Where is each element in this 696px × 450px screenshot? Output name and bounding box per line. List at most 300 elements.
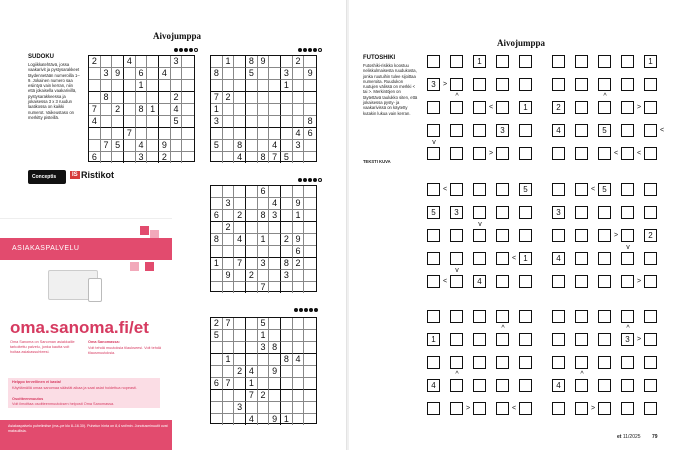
sudoku-cell[interactable] bbox=[246, 330, 258, 342]
sudoku-cell[interactable] bbox=[223, 282, 235, 293]
sudoku-cell[interactable]: 8 bbox=[101, 92, 113, 104]
futoshiki-cell[interactable] bbox=[450, 147, 463, 160]
sudoku-cell[interactable] bbox=[124, 68, 136, 80]
futoshiki-cell[interactable] bbox=[575, 206, 588, 219]
sudoku-cell[interactable]: 9 bbox=[223, 270, 235, 282]
sudoku-cell[interactable] bbox=[258, 68, 270, 80]
futoshiki-cell[interactable]: 5 bbox=[519, 183, 532, 196]
futoshiki-cell[interactable] bbox=[450, 356, 463, 369]
sudoku-cell[interactable] bbox=[89, 140, 101, 152]
sudoku-cell[interactable] bbox=[89, 68, 101, 80]
sudoku-cell[interactable] bbox=[269, 116, 281, 128]
sudoku-cell[interactable] bbox=[101, 80, 113, 92]
sudoku-cell[interactable] bbox=[101, 128, 113, 140]
futoshiki-cell[interactable] bbox=[644, 275, 657, 288]
sudoku-cell[interactable]: 4 bbox=[171, 104, 183, 116]
futoshiki-cell[interactable] bbox=[496, 206, 509, 219]
sudoku-cell[interactable] bbox=[234, 198, 246, 210]
sudoku-cell[interactable] bbox=[304, 366, 316, 378]
futoshiki-cell[interactable] bbox=[427, 147, 440, 160]
sudoku-cell[interactable] bbox=[258, 198, 270, 210]
sudoku-cell[interactable] bbox=[246, 234, 258, 246]
sudoku-cell[interactable]: 6 bbox=[211, 210, 223, 222]
sudoku-cell[interactable] bbox=[147, 128, 159, 140]
sudoku-cell[interactable] bbox=[101, 152, 113, 163]
futoshiki-cell[interactable] bbox=[519, 147, 532, 160]
futoshiki-cell[interactable] bbox=[644, 252, 657, 265]
sudoku-cell[interactable] bbox=[304, 270, 316, 282]
sudoku-cell[interactable] bbox=[124, 152, 136, 163]
futoshiki-cell[interactable] bbox=[575, 356, 588, 369]
sudoku-cell[interactable]: 8 bbox=[211, 234, 223, 246]
futoshiki-cell[interactable]: 2 bbox=[644, 229, 657, 242]
futoshiki-cell[interactable] bbox=[496, 333, 509, 346]
futoshiki-cell[interactable] bbox=[575, 333, 588, 346]
sudoku-cell[interactable] bbox=[269, 68, 281, 80]
sudoku-cell[interactable] bbox=[269, 402, 281, 414]
sudoku-cell[interactable] bbox=[281, 282, 293, 293]
futoshiki-cell[interactable] bbox=[427, 356, 440, 369]
sudoku-cell[interactable] bbox=[269, 56, 281, 68]
sudoku-cell[interactable]: 8 bbox=[234, 140, 246, 152]
sudoku-cell[interactable] bbox=[281, 330, 293, 342]
sudoku-cell[interactable]: 9 bbox=[293, 234, 305, 246]
sudoku-cell[interactable] bbox=[281, 92, 293, 104]
futoshiki-cell[interactable] bbox=[575, 310, 588, 323]
futoshiki-cell[interactable] bbox=[552, 356, 565, 369]
futoshiki-cell[interactable] bbox=[450, 55, 463, 68]
futoshiki-cell[interactable] bbox=[621, 252, 634, 265]
futoshiki-cell[interactable] bbox=[496, 275, 509, 288]
futoshiki-cell[interactable] bbox=[519, 78, 532, 91]
futoshiki-cell[interactable] bbox=[427, 124, 440, 137]
futoshiki-cell[interactable] bbox=[450, 101, 463, 114]
sudoku-cell[interactable] bbox=[281, 366, 293, 378]
sudoku-cell[interactable]: 3 bbox=[136, 152, 148, 163]
sudoku-cell[interactable] bbox=[101, 56, 113, 68]
sudoku-cell[interactable] bbox=[304, 378, 316, 390]
sudoku-cell[interactable] bbox=[223, 68, 235, 80]
sudoku-cell[interactable] bbox=[223, 258, 235, 270]
sudoku-cell[interactable] bbox=[246, 198, 258, 210]
sudoku-cell[interactable]: 4 bbox=[293, 128, 305, 140]
sudoku-cell[interactable] bbox=[89, 128, 101, 140]
sudoku-cell[interactable] bbox=[234, 246, 246, 258]
sudoku-cell[interactable] bbox=[234, 282, 246, 293]
sudoku-cell[interactable] bbox=[211, 198, 223, 210]
futoshiki-cell[interactable] bbox=[598, 78, 611, 91]
futoshiki-cell[interactable]: 1 bbox=[644, 55, 657, 68]
sudoku-cell[interactable] bbox=[258, 366, 270, 378]
sudoku-cell[interactable]: 5 bbox=[211, 140, 223, 152]
futoshiki-cell[interactable] bbox=[621, 183, 634, 196]
futoshiki-cell[interactable] bbox=[519, 356, 532, 369]
sudoku-cell[interactable]: 8 bbox=[269, 342, 281, 354]
sudoku-cell[interactable] bbox=[293, 402, 305, 414]
sudoku-cell[interactable] bbox=[211, 152, 223, 163]
sudoku-cell[interactable] bbox=[89, 80, 101, 92]
sudoku-cell[interactable] bbox=[182, 68, 194, 80]
sudoku-cell[interactable]: 4 bbox=[234, 152, 246, 163]
sudoku-cell[interactable] bbox=[304, 92, 316, 104]
futoshiki-cell[interactable] bbox=[598, 310, 611, 323]
futoshiki-cell[interactable] bbox=[644, 402, 657, 415]
sudoku-cell[interactable] bbox=[223, 342, 235, 354]
sudoku-cell[interactable]: 2 bbox=[293, 56, 305, 68]
sudoku-cell[interactable] bbox=[246, 210, 258, 222]
sudoku-cell[interactable] bbox=[234, 318, 246, 330]
sudoku-cell[interactable] bbox=[147, 92, 159, 104]
sudoku-cell[interactable] bbox=[211, 80, 223, 92]
sudoku-cell[interactable] bbox=[304, 198, 316, 210]
sudoku-cell[interactable]: 8 bbox=[304, 116, 316, 128]
sudoku-cell[interactable] bbox=[293, 68, 305, 80]
futoshiki-cell[interactable]: 5 bbox=[598, 183, 611, 196]
sudoku-cell[interactable]: 6 bbox=[136, 68, 148, 80]
futoshiki-cell[interactable] bbox=[621, 310, 634, 323]
futoshiki-cell[interactable] bbox=[450, 333, 463, 346]
sudoku-cell[interactable] bbox=[246, 92, 258, 104]
sudoku-cell[interactable] bbox=[234, 330, 246, 342]
futoshiki-cell[interactable] bbox=[552, 275, 565, 288]
sudoku-grid-1[interactable] bbox=[88, 55, 195, 162]
sudoku-cell[interactable] bbox=[234, 414, 246, 425]
sudoku-cell[interactable] bbox=[269, 104, 281, 116]
futoshiki-cell[interactable] bbox=[473, 310, 486, 323]
futoshiki-cell[interactable] bbox=[575, 147, 588, 160]
sudoku-cell[interactable]: 8 bbox=[136, 104, 148, 116]
sudoku-cell[interactable] bbox=[246, 342, 258, 354]
sudoku-cell[interactable] bbox=[101, 116, 113, 128]
sudoku-cell[interactable] bbox=[269, 330, 281, 342]
sudoku-cell[interactable] bbox=[269, 222, 281, 234]
futoshiki-cell[interactable] bbox=[427, 310, 440, 323]
futoshiki-cell[interactable] bbox=[450, 229, 463, 242]
sudoku-cell[interactable]: 1 bbox=[223, 354, 235, 366]
futoshiki-cell[interactable] bbox=[621, 101, 634, 114]
sudoku-cell[interactable] bbox=[234, 222, 246, 234]
sudoku-cell[interactable]: 1 bbox=[281, 414, 293, 425]
sudoku-cell[interactable] bbox=[293, 342, 305, 354]
sudoku-cell[interactable] bbox=[269, 246, 281, 258]
sudoku-cell[interactable] bbox=[246, 186, 258, 198]
sudoku-cell[interactable] bbox=[234, 80, 246, 92]
sudoku-cell[interactable] bbox=[246, 258, 258, 270]
sudoku-cell[interactable] bbox=[246, 80, 258, 92]
sudoku-cell[interactable] bbox=[223, 210, 235, 222]
futoshiki-cell[interactable] bbox=[552, 55, 565, 68]
futoshiki-cell[interactable] bbox=[644, 206, 657, 219]
sudoku-cell[interactable] bbox=[304, 414, 316, 425]
sudoku-cell[interactable] bbox=[223, 330, 235, 342]
sudoku-cell[interactable] bbox=[159, 92, 171, 104]
futoshiki-cell[interactable] bbox=[473, 356, 486, 369]
sudoku-cell[interactable]: 5 bbox=[246, 68, 258, 80]
sudoku-cell[interactable] bbox=[234, 68, 246, 80]
futoshiki-cell[interactable] bbox=[598, 206, 611, 219]
sudoku-cell[interactable] bbox=[211, 354, 223, 366]
sudoku-cell[interactable]: 1 bbox=[258, 234, 270, 246]
futoshiki-cell[interactable] bbox=[519, 55, 532, 68]
futoshiki-cell[interactable] bbox=[427, 252, 440, 265]
futoshiki-cell[interactable] bbox=[598, 147, 611, 160]
futoshiki-cell[interactable] bbox=[427, 402, 440, 415]
sudoku-cell[interactable] bbox=[159, 56, 171, 68]
futoshiki-cell[interactable] bbox=[575, 124, 588, 137]
futoshiki-cell[interactable] bbox=[496, 147, 509, 160]
futoshiki-cell[interactable] bbox=[552, 333, 565, 346]
sudoku-cell[interactable]: 3 bbox=[281, 68, 293, 80]
sudoku-cell[interactable] bbox=[159, 128, 171, 140]
futoshiki-cell[interactable] bbox=[496, 55, 509, 68]
sudoku-cell[interactable] bbox=[258, 378, 270, 390]
sudoku-cell[interactable] bbox=[211, 128, 223, 140]
sudoku-cell[interactable] bbox=[234, 128, 246, 140]
sudoku-cell[interactable]: 2 bbox=[171, 92, 183, 104]
futoshiki-cell[interactable] bbox=[496, 379, 509, 392]
sudoku-cell[interactable] bbox=[171, 128, 183, 140]
sudoku-cell[interactable]: 2 bbox=[159, 152, 171, 163]
sudoku-cell[interactable]: 1 bbox=[281, 80, 293, 92]
sudoku-grid-4[interactable] bbox=[210, 317, 317, 424]
sudoku-cell[interactable] bbox=[159, 116, 171, 128]
sudoku-cell[interactable]: 7 bbox=[124, 128, 136, 140]
sudoku-cell[interactable]: 2 bbox=[112, 104, 124, 116]
sudoku-cell[interactable] bbox=[246, 402, 258, 414]
futoshiki-cell[interactable] bbox=[496, 252, 509, 265]
sudoku-cell[interactable] bbox=[234, 104, 246, 116]
sudoku-cell[interactable] bbox=[136, 128, 148, 140]
sudoku-cell[interactable] bbox=[182, 80, 194, 92]
futoshiki-cell[interactable] bbox=[519, 206, 532, 219]
sudoku-cell[interactable]: 3 bbox=[101, 68, 113, 80]
futoshiki-cell[interactable] bbox=[496, 229, 509, 242]
sudoku-cell[interactable] bbox=[304, 330, 316, 342]
sudoku-cell[interactable]: 1 bbox=[246, 378, 258, 390]
sudoku-cell[interactable] bbox=[147, 116, 159, 128]
sudoku-cell[interactable] bbox=[211, 342, 223, 354]
futoshiki-cell[interactable] bbox=[621, 379, 634, 392]
sudoku-cell[interactable] bbox=[223, 402, 235, 414]
sudoku-cell[interactable]: 6 bbox=[89, 152, 101, 163]
futoshiki-cell[interactable] bbox=[598, 275, 611, 288]
sudoku-cell[interactable] bbox=[112, 80, 124, 92]
sudoku-cell[interactable] bbox=[293, 414, 305, 425]
futoshiki-cell[interactable]: 4 bbox=[552, 124, 565, 137]
futoshiki-cell[interactable] bbox=[450, 124, 463, 137]
sudoku-grid-3[interactable] bbox=[210, 185, 317, 292]
sudoku-cell[interactable] bbox=[269, 378, 281, 390]
sudoku-cell[interactable] bbox=[246, 318, 258, 330]
sudoku-cell[interactable] bbox=[269, 318, 281, 330]
sudoku-cell[interactable] bbox=[293, 152, 305, 163]
sudoku-cell[interactable]: 7 bbox=[89, 104, 101, 116]
futoshiki-cell[interactable] bbox=[644, 333, 657, 346]
sudoku-cell[interactable]: 2 bbox=[246, 270, 258, 282]
sudoku-cell[interactable]: 9 bbox=[258, 56, 270, 68]
sudoku-cell[interactable] bbox=[269, 186, 281, 198]
sudoku-cell[interactable]: 9 bbox=[293, 198, 305, 210]
sudoku-cell[interactable] bbox=[171, 80, 183, 92]
futoshiki-cell[interactable] bbox=[427, 101, 440, 114]
sudoku-cell[interactable] bbox=[293, 186, 305, 198]
futoshiki-cell[interactable]: 5 bbox=[598, 124, 611, 137]
sudoku-cell[interactable] bbox=[223, 104, 235, 116]
futoshiki-cell[interactable] bbox=[552, 147, 565, 160]
futoshiki-cell[interactable] bbox=[473, 183, 486, 196]
sudoku-cell[interactable] bbox=[269, 128, 281, 140]
sudoku-cell[interactable] bbox=[281, 198, 293, 210]
sudoku-cell[interactable]: 7 bbox=[211, 92, 223, 104]
futoshiki-cell[interactable] bbox=[575, 101, 588, 114]
sudoku-cell[interactable] bbox=[147, 140, 159, 152]
sudoku-cell[interactable]: 2 bbox=[258, 390, 270, 402]
sudoku-cell[interactable] bbox=[304, 152, 316, 163]
sudoku-cell[interactable]: 1 bbox=[147, 104, 159, 116]
sudoku-cell[interactable]: 9 bbox=[159, 140, 171, 152]
sudoku-cell[interactable] bbox=[281, 140, 293, 152]
futoshiki-cell[interactable] bbox=[450, 402, 463, 415]
sudoku-cell[interactable]: 4 bbox=[269, 140, 281, 152]
sudoku-cell[interactable] bbox=[234, 56, 246, 68]
futoshiki-cell[interactable] bbox=[519, 402, 532, 415]
sudoku-cell[interactable] bbox=[211, 270, 223, 282]
futoshiki-cell[interactable]: 4 bbox=[473, 275, 486, 288]
sudoku-cell[interactable] bbox=[136, 92, 148, 104]
sudoku-cell[interactable] bbox=[293, 282, 305, 293]
sudoku-cell[interactable]: 2 bbox=[89, 56, 101, 68]
sudoku-cell[interactable] bbox=[234, 354, 246, 366]
sudoku-cell[interactable] bbox=[211, 186, 223, 198]
sudoku-cell[interactable]: 1 bbox=[211, 104, 223, 116]
sudoku-cell[interactable] bbox=[293, 378, 305, 390]
futoshiki-cell[interactable] bbox=[473, 402, 486, 415]
ad-url[interactable]: oma.sanoma.fi/et bbox=[10, 318, 149, 337]
sudoku-cell[interactable] bbox=[112, 116, 124, 128]
sudoku-cell[interactable]: 4 bbox=[246, 366, 258, 378]
futoshiki-cell[interactable] bbox=[598, 55, 611, 68]
futoshiki-cell[interactable]: 3 bbox=[552, 206, 565, 219]
sudoku-cell[interactable]: 5 bbox=[112, 140, 124, 152]
futoshiki-cell[interactable] bbox=[473, 78, 486, 91]
futoshiki-cell[interactable] bbox=[427, 183, 440, 196]
futoshiki-cell[interactable] bbox=[552, 310, 565, 323]
sudoku-cell[interactable] bbox=[124, 80, 136, 92]
sudoku-cell[interactable]: 7 bbox=[246, 390, 258, 402]
futoshiki-cell[interactable] bbox=[496, 78, 509, 91]
sudoku-cell[interactable]: 7 bbox=[223, 378, 235, 390]
sudoku-cell[interactable]: 7 bbox=[101, 140, 113, 152]
sudoku-cell[interactable] bbox=[171, 152, 183, 163]
futoshiki-cell[interactable] bbox=[496, 183, 509, 196]
sudoku-cell[interactable] bbox=[293, 104, 305, 116]
sudoku-cell[interactable] bbox=[293, 318, 305, 330]
futoshiki-cell[interactable] bbox=[644, 124, 657, 137]
futoshiki-cell[interactable] bbox=[598, 379, 611, 392]
futoshiki-cell[interactable] bbox=[621, 78, 634, 91]
sudoku-cell[interactable] bbox=[234, 270, 246, 282]
sudoku-cell[interactable] bbox=[234, 378, 246, 390]
futoshiki-cell[interactable]: 1 bbox=[519, 101, 532, 114]
futoshiki-cell[interactable]: 3 bbox=[450, 206, 463, 219]
sudoku-cell[interactable] bbox=[234, 92, 246, 104]
futoshiki-cell[interactable] bbox=[575, 183, 588, 196]
sudoku-cell[interactable] bbox=[246, 152, 258, 163]
sudoku-cell[interactable] bbox=[211, 402, 223, 414]
futoshiki-cell[interactable] bbox=[450, 183, 463, 196]
sudoku-cell[interactable]: 6 bbox=[211, 378, 223, 390]
sudoku-cell[interactable] bbox=[234, 390, 246, 402]
sudoku-cell[interactable] bbox=[223, 80, 235, 92]
sudoku-cell[interactable] bbox=[136, 56, 148, 68]
sudoku-cell[interactable]: 5 bbox=[211, 330, 223, 342]
sudoku-cell[interactable] bbox=[124, 140, 136, 152]
sudoku-cell[interactable] bbox=[246, 140, 258, 152]
sudoku-cell[interactable] bbox=[281, 378, 293, 390]
futoshiki-cell[interactable] bbox=[598, 333, 611, 346]
futoshiki-cell[interactable] bbox=[450, 78, 463, 91]
sudoku-cell[interactable] bbox=[182, 128, 194, 140]
sudoku-cell[interactable] bbox=[223, 414, 235, 425]
futoshiki-cell[interactable] bbox=[575, 402, 588, 415]
sudoku-cell[interactable]: 9 bbox=[304, 68, 316, 80]
sudoku-cell[interactable] bbox=[293, 80, 305, 92]
sudoku-cell[interactable] bbox=[304, 234, 316, 246]
sudoku-cell[interactable] bbox=[304, 390, 316, 402]
sudoku-cell[interactable] bbox=[304, 246, 316, 258]
sudoku-cell[interactable] bbox=[223, 140, 235, 152]
sudoku-cell[interactable] bbox=[304, 402, 316, 414]
futoshiki-cell[interactable] bbox=[473, 229, 486, 242]
futoshiki-cell[interactable]: 3 bbox=[621, 333, 634, 346]
futoshiki-cell[interactable]: 4 bbox=[427, 379, 440, 392]
sudoku-cell[interactable] bbox=[223, 246, 235, 258]
futoshiki-cell[interactable] bbox=[496, 101, 509, 114]
futoshiki-cell[interactable]: 2 bbox=[552, 101, 565, 114]
sudoku-cell[interactable]: 5 bbox=[281, 152, 293, 163]
futoshiki-cell[interactable]: 5 bbox=[427, 206, 440, 219]
sudoku-cell[interactable] bbox=[182, 92, 194, 104]
futoshiki-cell[interactable] bbox=[621, 124, 634, 137]
sudoku-cell[interactable]: 9 bbox=[269, 366, 281, 378]
sudoku-cell[interactable]: 3 bbox=[171, 56, 183, 68]
sudoku-cell[interactable]: 2 bbox=[223, 92, 235, 104]
sudoku-cell[interactable]: 9 bbox=[269, 414, 281, 425]
sudoku-cell[interactable] bbox=[304, 186, 316, 198]
sudoku-cell[interactable] bbox=[182, 104, 194, 116]
futoshiki-cell[interactable] bbox=[598, 229, 611, 242]
sudoku-cell[interactable] bbox=[269, 282, 281, 293]
futoshiki-cell[interactable]: 3 bbox=[427, 78, 440, 91]
futoshiki-cell[interactable] bbox=[473, 252, 486, 265]
sudoku-cell[interactable]: 3 bbox=[258, 342, 270, 354]
futoshiki-cell[interactable] bbox=[427, 275, 440, 288]
sudoku-cell[interactable] bbox=[258, 414, 270, 425]
sudoku-cell[interactable]: 3 bbox=[293, 140, 305, 152]
sudoku-cell[interactable] bbox=[293, 270, 305, 282]
sudoku-cell[interactable] bbox=[304, 104, 316, 116]
sudoku-cell[interactable] bbox=[304, 222, 316, 234]
sudoku-cell[interactable] bbox=[293, 330, 305, 342]
futoshiki-cell[interactable] bbox=[621, 229, 634, 242]
sudoku-cell[interactable] bbox=[304, 354, 316, 366]
sudoku-cell[interactable]: 8 bbox=[258, 210, 270, 222]
sudoku-cell[interactable] bbox=[304, 140, 316, 152]
sudoku-cell[interactable] bbox=[293, 116, 305, 128]
sudoku-cell[interactable] bbox=[147, 56, 159, 68]
sudoku-cell[interactable] bbox=[124, 92, 136, 104]
futoshiki-cell[interactable] bbox=[473, 333, 486, 346]
